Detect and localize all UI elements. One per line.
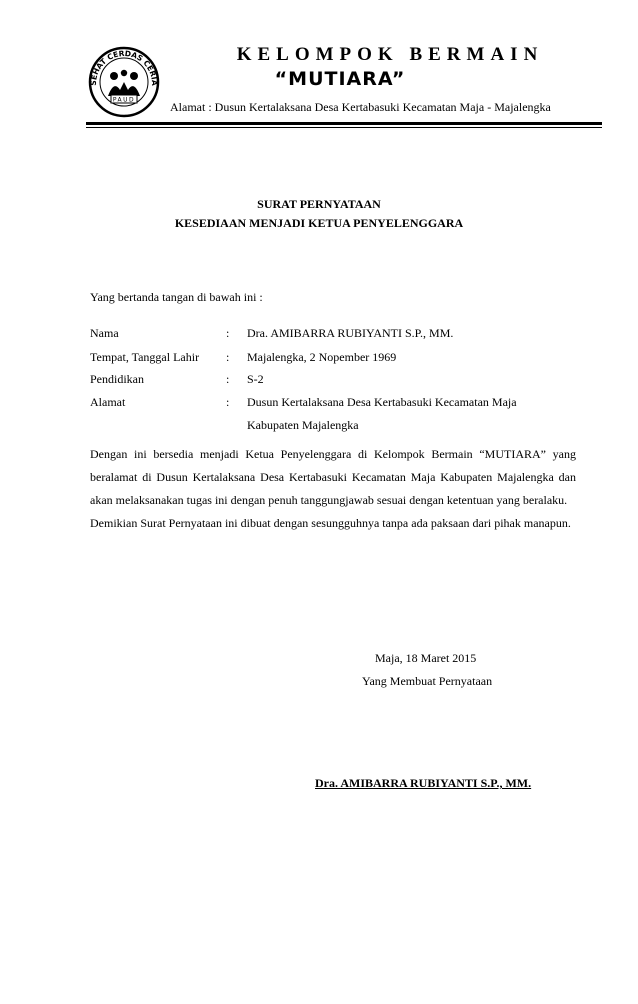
signatory-caption: Yang Membuat Pernyataan <box>362 674 493 688</box>
field-value: Majalengka, 2 Nopember 1969 <box>247 350 397 364</box>
field-value: S-2 <box>247 372 264 386</box>
document-title: SURAT PERNYATAAN <box>257 197 381 211</box>
org-address: Alamat : Dusun Kertalaksana Desa Kertabasuki Kecamatan Maja - Majalengka <box>170 100 551 114</box>
field-label: Pendidikan <box>90 372 144 386</box>
field-row-nama <box>90 326 590 344</box>
field-label: Alamat <box>90 395 126 409</box>
field-label: Tempat, Tanggal Lahir <box>90 350 200 364</box>
field-row-alamat-cont <box>90 418 590 436</box>
logo-paud-text: PAUD <box>112 96 136 104</box>
logo-motto-text: SEHAT CERDAS CERIA <box>88 48 160 86</box>
field-label: Nama <box>90 326 119 340</box>
document-subtitle: KESEDIAAN MENJADI KETUA PENYELENGGARA <box>174 216 464 230</box>
field-row-pendidikan <box>90 372 590 390</box>
signatory-name: Dra. AMIBARRA RUBIYANTI S.P., MM. <box>315 776 532 790</box>
letterhead-rule-thin <box>86 127 602 128</box>
org-name: KELOMPOK BERMAIN <box>236 44 544 65</box>
field-row-ttl <box>90 350 590 368</box>
statement-body <box>90 443 576 535</box>
statement-paragraph: Dengan ini bersedia menjadi Ketua Penyelenggara di Kelompok Bermain “MUTIARA” yang beralamat di Dusun Kertalaksana Desa Kertabasuki Kecamatan Maja Kabupaten Majalengka dan akan melaksanakan tugas ini dengan penuh tanggungjawab sesuai dengan ketentuan yang beralaku. <box>90 447 576 507</box>
field-value: Dra. AMIBARRA RUBIYANTI S.P., MM. <box>247 326 454 340</box>
paud-logo <box>88 46 160 118</box>
field-colon: : <box>226 395 230 409</box>
field-row-alamat <box>90 395 590 413</box>
place-date: Maja, 18 Maret 2015 <box>375 651 477 665</box>
org-subtitle: “MUTIARA” <box>274 68 406 90</box>
intro-text: Yang bertanda tangan di bawah ini : <box>90 290 263 304</box>
field-value: Dusun Kertalaksana Desa Kertabasuki Kecamatan Maja <box>247 395 517 409</box>
field-colon: : <box>226 326 230 340</box>
field-colon: : <box>226 350 230 364</box>
letterhead-rule-thick <box>86 122 602 125</box>
field-colon: : <box>226 372 230 386</box>
closing-paragraph: Demikian Surat Pernyataan ini dibuat dengan sesungguhnya tanpa ada paksaan dari pihak manapun. <box>90 516 571 530</box>
field-value-continued: Kabupaten Majalengka <box>247 418 359 432</box>
